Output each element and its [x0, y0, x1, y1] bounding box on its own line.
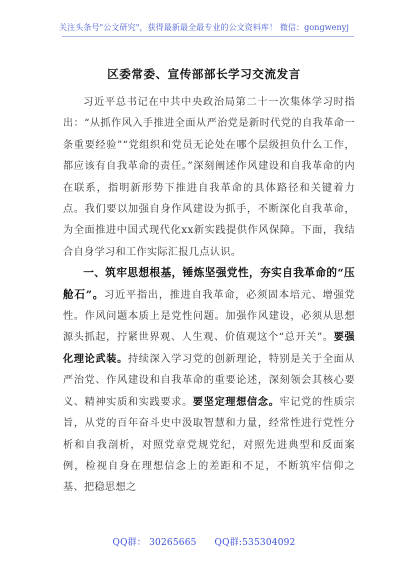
section-1-text-b: 持续深入学习党的创新理论，特别是关于全面从严治党、作风建设和自我革命的重要论述，深刻领会其核心要义、精神实质和实践要求。 [63, 353, 355, 408]
section-1-text-a: 习近平指出，推进自我革命，必须固本培元、增强党性。作风问题本质上是党性问题。加强作风建设，必须从思想源头抓起，拧紧世界观、人生观、价值观这个“总开关”。 [63, 289, 355, 344]
document-body [63, 92, 355, 499]
document-title: 区委常委、宣传部部长学习交流发言 [107, 67, 301, 81]
header-banner: 关注头条号"公文研究"，获得最新最全最专业的公文资料库！ 微信：gongwenyj [59, 23, 349, 32]
section-1-text-c: 牢记党的性质宗旨，从党的百年奋斗史中汲取智慧和力量，经常性进行党性分析和自我剖析，对照党章党规党纪，对照先进典型和反面案例，检视自身在理想信念上的差距和不足，不断筑牢信仰之基、把稳思想之 [63, 396, 355, 494]
paragraph-intro: 习近平总书记在中共中央政治局第二十一次集体学习时指出：“从抓作风入手推进全面从严治党是新时代党的自我革命一条重要经验”“党组织和党员无论处在哪个层级担负什么工作，都应该有自我革命的责任。”深刻阐述作风建设和自我革命的内在联系，指明新形势下推进自我革命的具体路径和关键着力点。我们要以加强自身作风建设为抓手，不断深化自我革命，为全面推进中国式现代化xx新实践提供作风保障。下面，我结合自身学习和工作实际汇报几点认识。 [63, 97, 355, 258]
footer-qq-group-2: QQ群:535304092 [214, 538, 296, 548]
header-divider [62, 36, 354, 37]
footer-qq-group-1: QQ群： 30265665 [112, 538, 197, 548]
section-heading-1: 一、筑牢思想根基，锤炼坚强党性，夯实自我革命的“压舱石”。 [63, 267, 355, 301]
paragraph-section-1 [63, 263, 355, 498]
section-1-bold-b: 要坚定理想信念。 [192, 396, 280, 408]
footer-qq-groups [0, 535, 408, 548]
section-1-bold-a: 要强化理论武装。 [63, 332, 355, 365]
